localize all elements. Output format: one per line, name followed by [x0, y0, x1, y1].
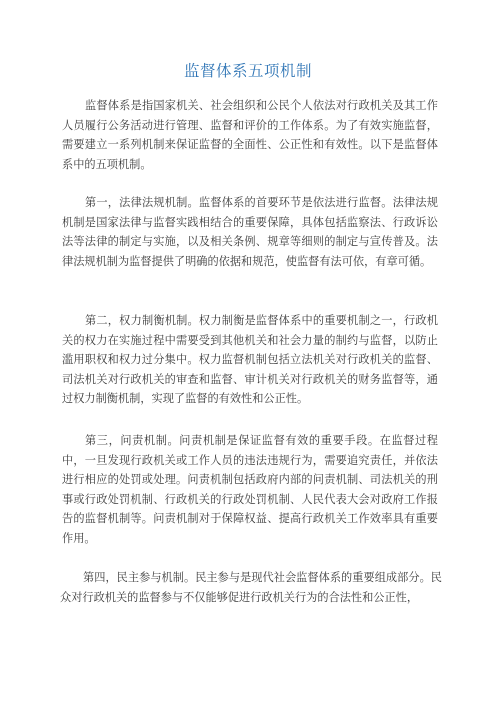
paragraph-checks-balances: 第二，权力制衡机制。权力制衡是监督体系中的重要机制之一，行政机关的权力在实施过程中需要受到其他机关和社会力量的制约与监督，以防止滥用职权和权力过分集中。权力监督机制包括立法机关对行政机关的监督、司法机关对行政机关的审查和监督、审计机关对行政机关的财务监督等，通过权力制衡机制，实现了监督的有效性和公正性。 [62, 314, 438, 406]
paragraph-accountability: 第三，问责机制。问责机制是保证监督有效的重要手段。在监督过程中，一旦发现行政机关或工作人员的违法违规行为，需要追究责任，并依法进行相应的处罚或处理。问责机制包括政府内部的问责机制、司法机关的刑事或行政处罚机制、行政机关的行政处罚机制、人民代表大会对政府工作报告的监督机制等。问责机制对于保障权益、提高行政机关工作效率具有重要作用。 [62, 434, 438, 545]
paragraph-intro: 监督体系是指国家机关、社会组织和公民个人依法对行政机关及其工作人员履行公务活动进行管理、监督和评价的工作体系。为了有效实施监督，需要建立一系列机制来保证监督的全面性、公正性和有效性。以下是监督体系中的五项机制。 [62, 99, 438, 171]
document-title: 监督体系五项机制 [183, 62, 312, 80]
paragraph-legal-mechanism: 第一，法律法规机制。监督体系的首要环节是依法进行监督。法律法规机制是国家法律与监督实践相结合的重要保障，具体包括监察法、行政诉讼法等法律的制定与实施，以及相关条例、规章等细则的制定与宣传普及。法律法规机制为监督提供了明确的依据和规范，使监督有法可依，有章可循。 [62, 196, 438, 268]
paragraph-democratic-participation: 第四，民主参与机制。民主参与是现代社会监督体系的重要组成部分。民众对行政机关的监督参与不仅能够促进行政机关行为的合法性和公正性， [60, 571, 442, 604]
